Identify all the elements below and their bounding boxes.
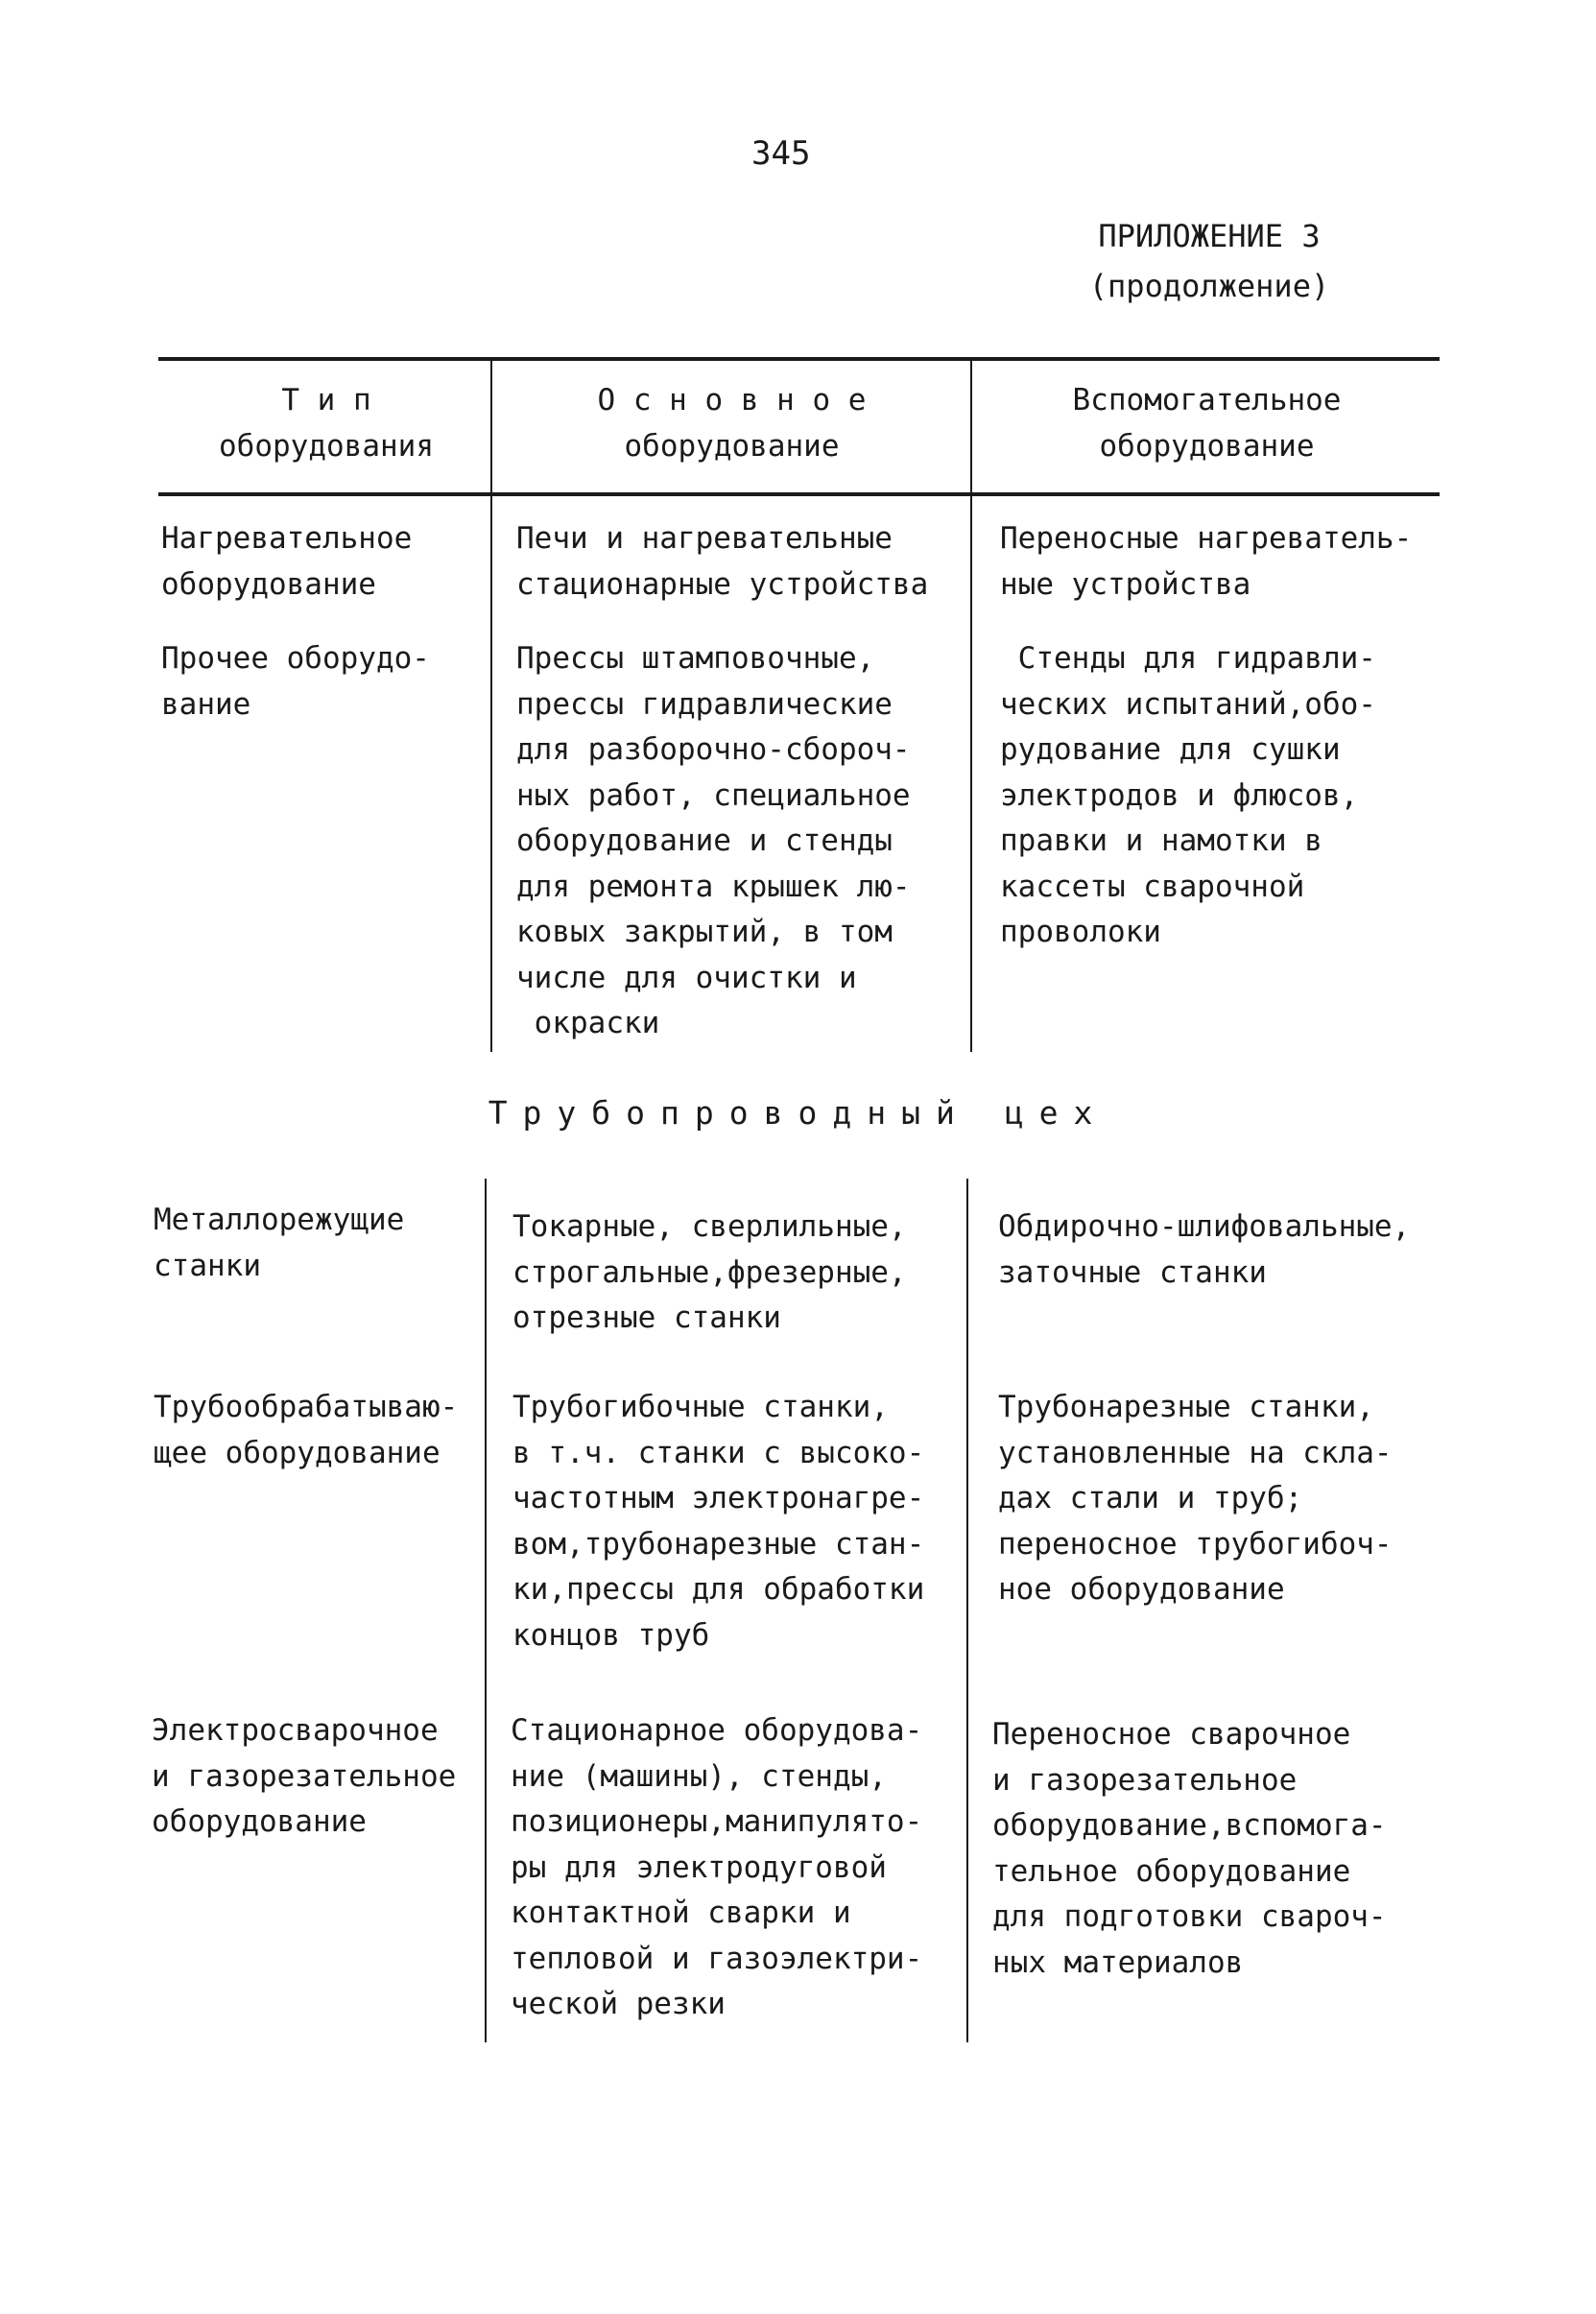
column-divider [485,1179,487,2042]
cell-main: Печи и нагревательные стационарные устройства [516,521,929,602]
cell-aux: Переносные нагреватель- ные устройства [1000,521,1413,602]
appendix-subtitle: (продолжение) [1088,268,1330,304]
cell-type: Электросварочное и газорезательное оборудование [152,1713,457,1839]
cell-aux: Трубонарезные станки, установленные на скла- дах стали и труб; переносное трубогибоч- ное оборудование [998,1390,1393,1607]
header-main-equipment: О с н о в н о е оборудование [597,383,867,464]
cell-type: Металлорежущие станки [154,1203,405,1283]
cell-main: Прессы штамповочные, прессы гидравлические для разборочно-сбороч- ных работ, специальное оборудование и стенды для ремонта крышек лю- ковых закрытий, в том числе для очистки и окраски [516,641,911,1040]
section-title: Трубопроводный цех [488,1094,1108,1132]
header-type: Т и п оборудования [219,383,434,464]
cell-aux: Стенды для гидравли- ческих испытаний,обо- рудование для сушки электродов и флюсов, правки и намотки в кассеты сварочной проволоки [1000,641,1376,949]
cell-aux: Переносное сварочное и газорезательное оборудование,вспомога- тельное оборудование для подготовки сварoч- ных материалов [992,1717,1387,1980]
appendix-heading [1065,211,1353,311]
appendix-title: ПРИЛОЖЕНИЕ 3 [1098,218,1321,254]
cell-main: Токарные, сверлильные, строгальные,фрезерные, отрезные станки [512,1209,907,1335]
cell-type: Прочее оборудо- вание [161,641,430,722]
cell-type: Трубообрабатываю- щее оборудование [154,1390,459,1470]
column-divider [966,1179,968,2042]
header-aux-equipment: Вспомогательное оборудование [1072,383,1342,464]
page-number: 345 [751,134,811,173]
cell-aux: Обдирочно-шлифовальные, заточные станки [998,1209,1411,1290]
table-top-rule [158,357,1440,361]
column-divider [490,361,492,1052]
table-header-rule [158,492,1440,496]
cell-main: Стационарное оборудова- ние (машины), стенды, позиционеры,манипулято- ры для электродуговой контактной сварки и тепловой и газоэлектри- ческой резки [511,1713,923,2021]
column-divider [970,361,972,1052]
cell-type: Нагревательное оборудование [161,521,413,602]
cell-main: Трубогибочные станки, в т.ч. станки с высоко- частотным электронагре- вом,трубонарезные стан- ки,прессы для обработки концов труб [512,1390,925,1653]
